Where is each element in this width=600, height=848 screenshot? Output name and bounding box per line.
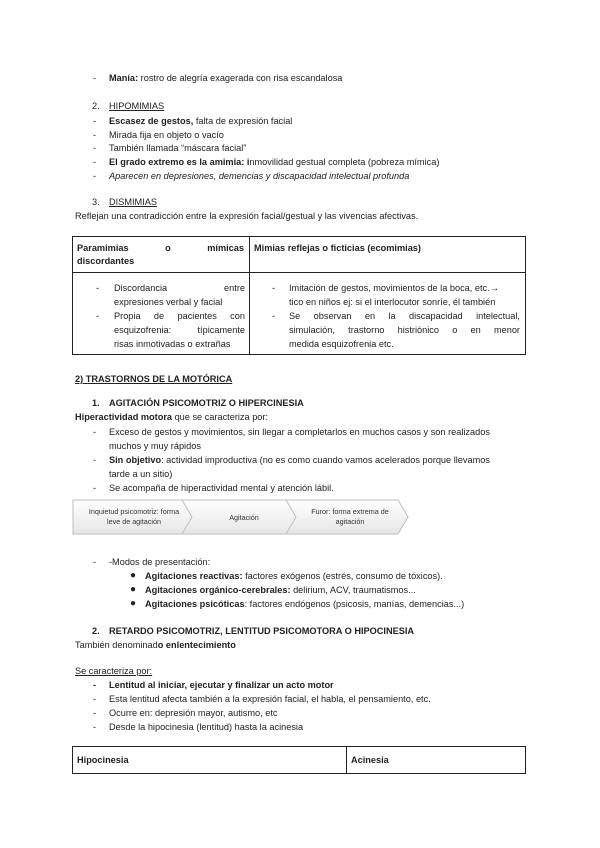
item-text: Aparecen en depresiones, demencias y discapacidad intelectual profunda [109,171,410,181]
table1-left-line: risas inmotivadas o extrañas [114,339,231,349]
dismimias-num: 3. [92,197,100,207]
modos-item [145,571,443,581]
agitacion-num: 1. [92,398,100,408]
hipomimias-item [109,171,409,181]
hiperactividad-line [75,412,268,422]
word: con [230,311,245,321]
dash: - [93,694,97,704]
h1-word: mímicas [207,243,244,253]
dash: - [93,157,97,167]
item-text: falta de expresión facial [193,116,293,126]
item-text: Se acompaña de hiperactividad mental y atención lábil. [109,483,334,493]
retardo-title: RETARDO PSICOMOTRIZ, LENTITUD PSICOMOTORA O HIPOCINESIA [109,626,415,636]
item-bold: El grado extremo es la amimia: i [109,157,250,167]
dash: - [93,483,97,493]
agit-item [109,427,490,437]
table1-h2: Mimias reflejas o ficticias (ecomimias) [254,243,421,253]
table1-h1-line2: discordantes [77,256,135,266]
hiper-text: que se caracteriza por: [172,412,269,422]
mania-label: Manía: [109,73,139,83]
dismimias-desc: Reflejan una contradicción entre la expresión facial/gestual y las vivencias afectivas. [75,211,419,221]
mania-text: rostro de alegría exagerada con risa escandalosa [138,73,343,83]
item-text: nmovilidad gestual completa (pobreza mímica) [249,157,440,167]
dash: - [93,143,97,153]
hipomimias-item [109,157,439,167]
dash: - [272,283,276,293]
item-bold: Sin objetivo [109,455,162,465]
hipomimias-item [109,130,224,140]
dash: - [93,171,97,181]
item-text: delirium, ACV, traumatismos... [290,585,416,595]
dismimias-title: DISMIMIAS [109,197,157,207]
tambien-line [75,640,236,650]
agitation-chevron-diagram [72,496,410,538]
dash: - [96,283,100,293]
agitacion-title: AGITACIÓN PSICOMOTRIZ O HIPERCINESIA [109,398,304,408]
dash: - [93,455,97,465]
dash: - [272,311,276,321]
dash: - [93,130,97,140]
table1-right-line: medida esquizofrenia etc. [289,339,394,349]
table1-left-line [114,325,245,335]
table1-right-line: tico en niños ej: si el interlocutor sonríe, él también [289,297,496,307]
table1-right-line: simulación, trastorno histriónico o en menor [289,325,520,335]
motorica-title: 2) TRASTORNOS DE LA MOTÓRICA [75,374,233,384]
table1-header-left [72,236,250,273]
agit-item-cont: muchos y muy rápidos [109,441,201,451]
chevron-label: Agitación [229,513,259,522]
word: de [153,311,165,321]
chevron-label: agitación [335,517,365,526]
hipomimias-item [109,143,246,153]
item-bold: Agitaciones orgánico-cerebrales: [145,585,291,595]
mania-line [109,73,342,83]
word: entre [224,283,245,293]
table1-left-line [114,311,245,321]
table1-left-line [114,283,245,293]
modos-item [145,585,416,595]
retardo-num: 2. [92,626,100,636]
word: Propia [114,311,141,321]
table1-left-line: expresiones verbal y facial [114,297,223,307]
tambien-bold: o enlentecimiento [157,640,236,650]
table1-header-right [249,236,526,273]
table2-h2: Acinesia [351,755,389,765]
agit-item [109,455,490,465]
h1-word: o [165,243,171,253]
item-text: También llamada “máscara facial” [109,143,247,153]
table1-h1-line1 [77,243,244,253]
table1-right-line: Imitación de gestos, movimientos de la boca, etc.→ [289,283,499,293]
word: pacientes [177,311,217,321]
hipomimias-num: 2. [92,101,100,111]
item-bold: Agitaciones reactivas: [145,571,243,581]
word: típicamente [197,325,245,335]
caract-item: Desde la hipocinesia (lentitud) hasta la acinesia [109,722,304,732]
modos-item [145,599,464,609]
item-text: Exceso de gestos y movimientos, sin llegar a completarlos en muchos casos y son realizados [109,427,490,437]
hipomimias-title: HIPOMIMIAS [109,101,165,111]
dash: - [93,116,97,126]
dash: - [96,311,100,321]
dash: - [93,722,97,732]
chevron-label: Inquietud psicomotriz: forma [88,507,180,516]
bullet-icon: ● [130,598,137,609]
word: Discordancia [114,283,168,293]
item-text: : factores endógenos (psicosis, manías, demencias...) [244,599,465,609]
dash: - [93,73,97,83]
item-text: : actividad improductiva (no es como cuando vamos acelerados porque llevamos [161,455,490,465]
caract-item: Ocurre en: depresión mayor, autismo, etc [109,708,278,718]
agit-item-cont: tarde a un sitio) [109,469,173,479]
dash: - [93,708,97,718]
item-bold: Agitaciones psicóticas [145,599,245,609]
caract-item: Esta lentitud afecta también a la expresión facial, el habla, el pensamiento, etc. [109,694,431,704]
bullet-icon: ● [130,584,137,595]
chevron-label: Furor: forma extrema de [311,507,389,516]
bullet-icon: ● [130,570,137,581]
chevron-label: leve de agitación [107,517,161,526]
caract-item: Lentitud al iniciar, ejecutar y finalizar un acto motor [109,680,334,690]
item-text: factores exógenos (estrés, consumo de tóxicos). [242,571,443,581]
table2-h1: Hipocinesia [77,755,129,765]
dash: - [93,557,97,567]
agit-item [109,483,334,493]
h1-word: Paramimias [77,243,129,253]
word: esquizofrenia: [114,325,172,335]
table1-right-line: Se observan en la discapacidad intelectual, [289,311,520,321]
caracteriza-heading: Se caracteriza por: [75,666,153,676]
item-text: Mirada fija en objeto o vacío [109,130,224,140]
hiper-bold: Hiperactividad motora [75,412,173,422]
dash: - [93,427,97,437]
item-bold: Escasez de gestos, [109,116,194,126]
tambien-text: También denominad [75,640,158,650]
dash: - [93,680,97,690]
modos-line: -Modos de presentación: [109,557,211,567]
hipomimias-item [109,116,292,126]
